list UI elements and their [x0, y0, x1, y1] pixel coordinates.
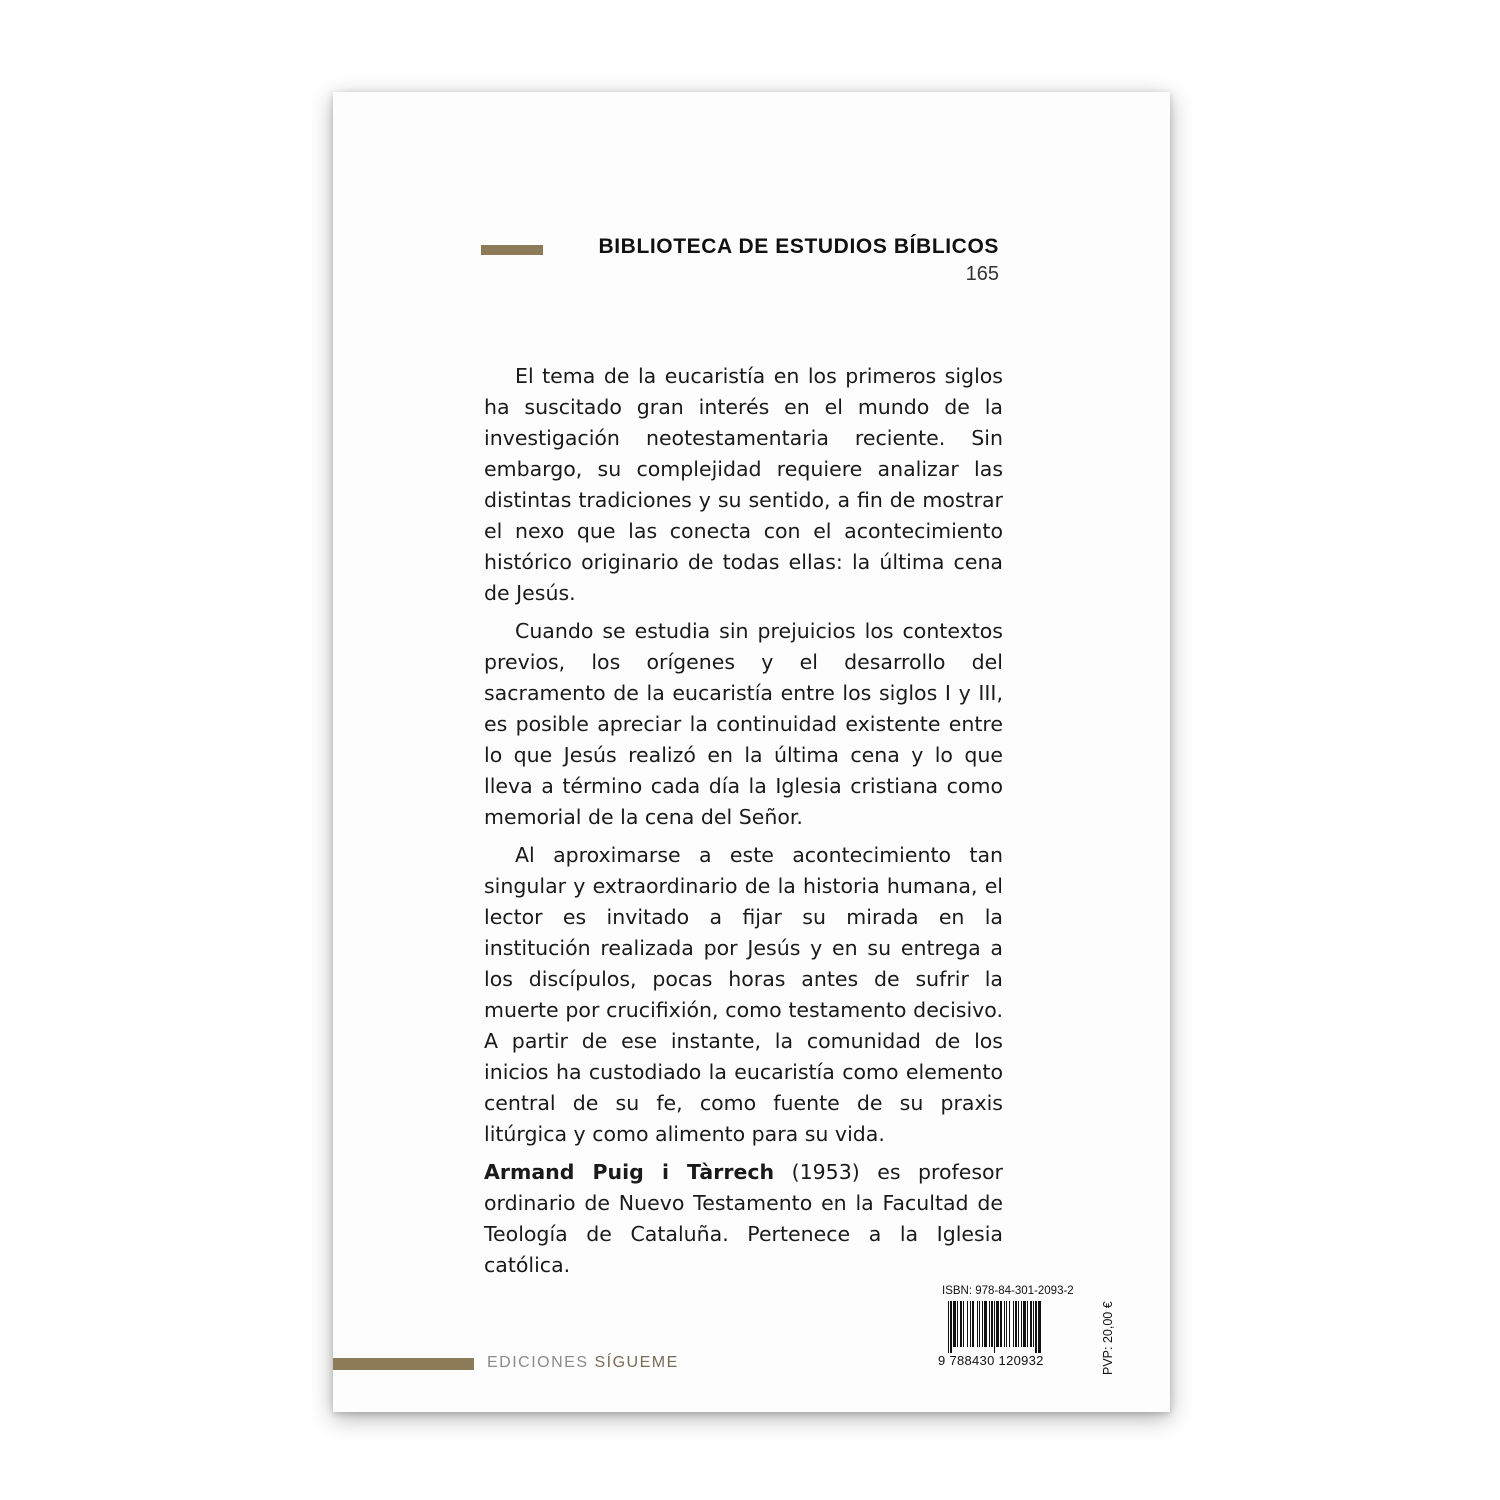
barcode-digits: 9 788430 120932 [938, 1353, 1044, 1368]
blurb-text [484, 361, 1003, 1288]
blurb-paragraph: Cuando se estudia sin prejuicios los contextos previos, los orígenes y el desarrollo del sacramento de la eucaristía entre los siglos I y III, es posible apreciar la continuidad existente entre lo que Jesús realizó en la última cena y lo que lleva a término cada día la Iglesia cristiana como memorial de la cena del Señor. [484, 619, 1003, 829]
publisher-accent: SÍGUEME [594, 1354, 679, 1371]
series-number: 165 [965, 263, 999, 285]
isbn-label: ISBN: 978-84-301-2093-2 [942, 1285, 1074, 1297]
blurb-paragraph: Al aproximarse a este acontecimiento tan singular y extraordinario de la historia humana, el lector es invitado a fijar su mirada en la institución realizada por Jesús y en su entrega a los discípulos, pocas horas antes de sufrir la muerte por crucifixión, como testamento decisivo. A partir de ese instante, la comunidad de los inicios ha custodiado la eucaristía como elemento central de su fe, como fuente de su praxis litúrgica y como alimento para su vida. [484, 843, 1003, 1146]
barcode-block [938, 1285, 1088, 1375]
author-bio-text: (1953) es profesor ordinario de Nuevo Testamento en la Facultad de Teología de Cataluña. Pertenece a la Iglesia católica. [484, 1160, 1003, 1277]
series-title: BIBLIOTECA DE ESTUDIOS BÍBLICOS [598, 235, 999, 258]
publisher-logo [487, 1354, 679, 1372]
blurb-paragraph: El tema de la eucaristía en los primeros siglos ha suscitado gran interés en el mundo de la investigación neotestamentaria reciente. Sin embargo, su complejidad requiere analizar las distintas tradiciones y su sentido, a fin de mostrar el nexo que las conecta con el acontecimiento histórico originario de todas ellas: la última cena de Jesús. [484, 364, 1003, 605]
book-back-cover [333, 92, 1170, 1412]
barcode-icon [938, 1301, 1086, 1353]
footer-accent-bar [333, 1358, 474, 1370]
publisher-prefix: EDICIONES [487, 1354, 595, 1371]
author-bio [484, 1157, 1003, 1281]
author-name: Armand Puig i Tàrrech [484, 1160, 775, 1184]
price-label: PVP: 20,00 € [1101, 1301, 1115, 1375]
